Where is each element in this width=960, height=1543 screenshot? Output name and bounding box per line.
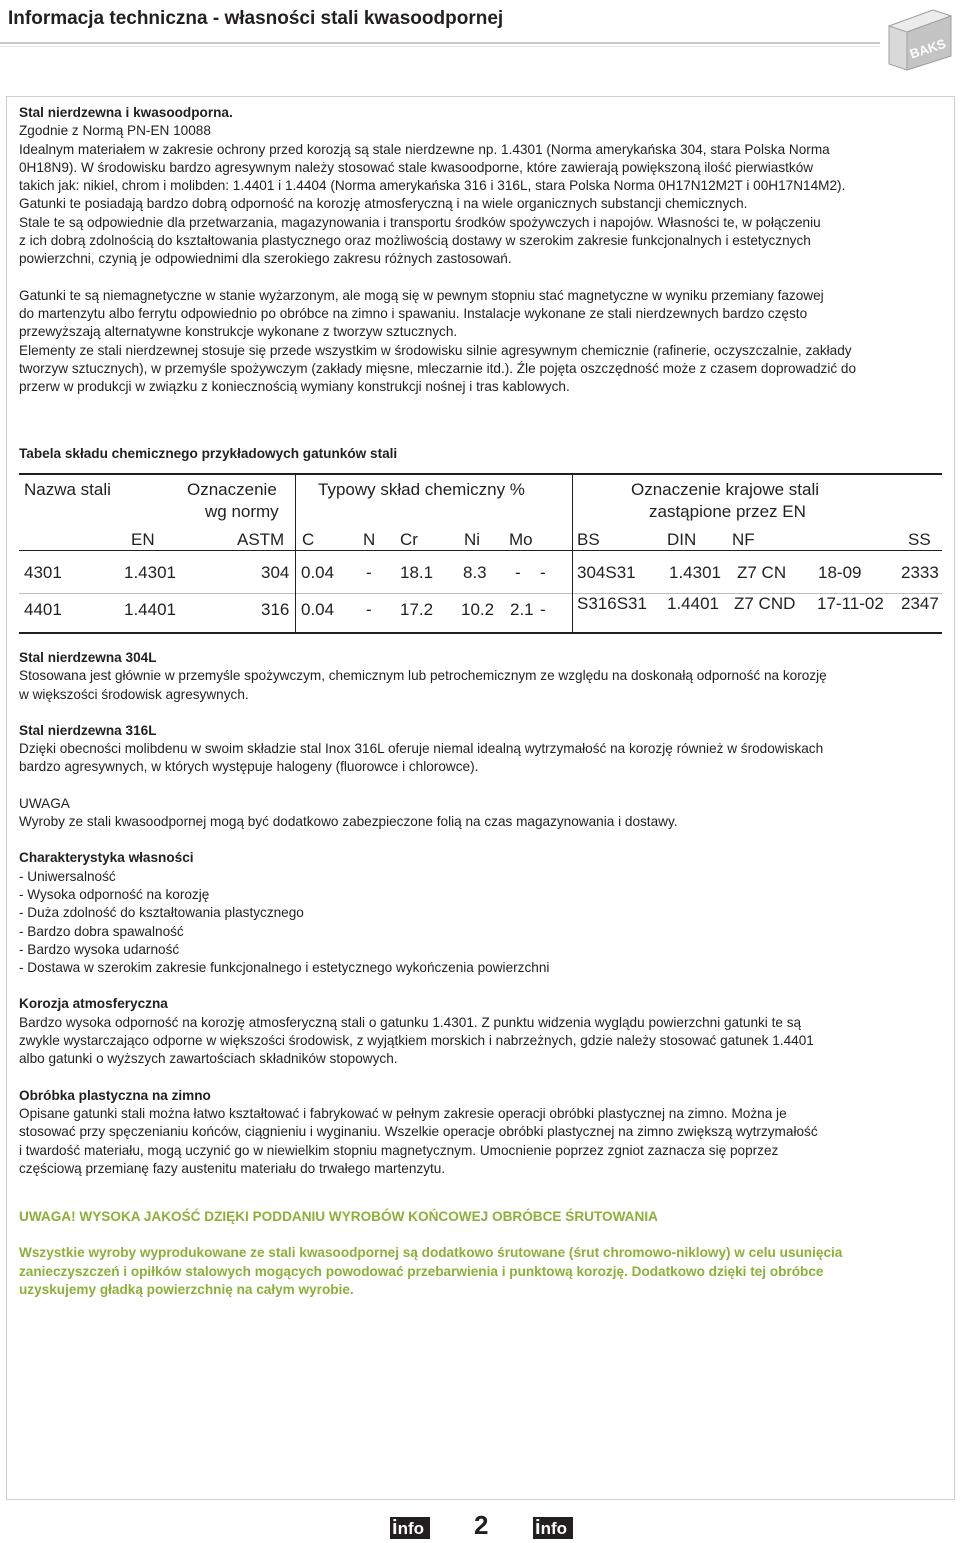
cell-bs: S316S31 [577,594,647,613]
table-title: Tabela składu chemicznego przykładowych gatunków stali [19,446,398,461]
cell-en: 1.4301 [124,563,176,582]
intro-line: Gatunki te są niemagnetyczne w stanie wyżarzonym, ale mogą się w pewnym stopniu stać magnetyczne w wyniku przemiany fazowej [19,287,824,303]
cell-ss: 2347 [901,594,939,613]
cell-nf: Z7 CN [737,563,787,582]
uwaga-heading: UWAGA [19,795,70,811]
cell-astm: 304 [261,563,290,582]
th-c: C [302,530,315,549]
section-line: albo gatunki o wyższych zawartościach składników stopowych. [19,1051,398,1067]
th-cr: Cr [400,530,418,549]
section-line: częściową przemianę fazy austenitu materiału do trwałego martenzytu. [19,1160,446,1176]
info-badge-icon: info [390,1517,430,1539]
section-line: zwykle wystarczająco odporne w większości środowisk, z wyjątkiem morskich i nabrzeżnych, gdzie należy stosować gatunek 1.4401 [19,1033,814,1049]
list-item: - Wysoka odporność na korozję [19,886,210,902]
intro-line: 0H18N9). W środowisku bardzo agresywnym należy stosować stale kwasoodporne, które zawierają powiększoną ilość pierwiastków [19,159,814,175]
table-header-rule [19,550,942,551]
cell-en: 1.4401 [124,600,176,619]
th-krajowe: Oznaczenie krajowe stali [631,480,820,499]
intro-line: z ich dobrą zdolnością do kształtowania plastycznego oraz możliwością dostawy w szerokim zakresie funkcjonalnych i estetycznych [19,233,811,249]
section-line: stosować przy spęczenianiu końców, ciągnieniu i wyginaniu. Wszelkie operacje obróbki plastycznej na zimno zwiększą wytrzymałość [19,1124,818,1140]
logo-text: BAKS [907,35,948,62]
intro-line: Gatunki te posiadają bardzo dobrą odporność na korozję atmosferyczną i na wiele organicznych substancji chemicznych. [19,196,748,212]
cell-ni: 10.2 [461,600,495,619]
section-line: Dzięki obecności molibdenu w swoim składzie stal Inox 316L oferuje niemal idealną wytrzymałość na korozję również w środowiskach [19,741,824,757]
intro-section [19,104,954,396]
intro-line: takich jak: nikiel, chrom i molibden: 1.4401 i 1.4404 (Norma amerykańska 316 i 316L, stara Polska Norma 0H17N12M2T i 00H17N14M2). [19,178,846,194]
page-number: 2 [474,1510,489,1540]
table-row-rule [19,593,942,594]
header-divider [0,42,880,44]
cell-mo: 2.1 [510,600,534,619]
cell-bs: 304S31 [577,563,636,582]
cell-astm: 316 [261,600,290,619]
cell-cr: 18.1 [400,563,434,582]
cell-din: 1.4301 [669,563,721,582]
baks-logo-icon [885,6,955,72]
list-item: - Bardzo wysoka udarność [19,941,180,957]
th-ss: SS [908,530,931,549]
cell-ss: 2333 [901,563,939,582]
th-n: N [363,530,376,549]
intro-line: Zgodnie z Normą PN-EN 10088 [19,123,211,139]
section-line: Stosowana jest głównie w przemyśle spożywczym, chemicznym lub petrochemicznym ze względu na doskonałą odporność na korozję [19,668,827,684]
cell-ni: 8.3 [463,563,487,582]
th-oznaczenie-2: wg normy [205,502,279,521]
section-line: bardzo agresywnych, w których występuje halogeny (fluorowce i chlorowce). [19,759,479,775]
intro-line: przerw w produkcji w związku z koniecznością wymiany konstrukcji nośnej i tras kablowych. [19,379,570,395]
list-item: - Duża zdolność do kształtowania plastycznego [19,905,304,921]
section-heading: Korozja atmosferyczna [19,996,168,1012]
list-item: - Dostawa w szerokim zakresie funkcjonalnego i estetycznego wykończenia powierzchni [19,960,550,976]
intro-line: powierzchni, czynią je odpowiednimi dla szerokiego zakresu różnych zastosowań. [19,251,512,267]
cell-cr: 17.2 [400,600,434,619]
section-line: Bardzo wysoka odporność na korozję atmosferyczną stali o gatunku 1.4301. Z punktu widzenia wyglądu powierzchni gatunki te są [19,1014,802,1030]
th-nf: NF [732,530,755,549]
section-heading: Charakterystyka własności [19,850,194,866]
section-line: Opisane gatunki stali można łatwo kształtować i fabrykować w pełnym zakresie operacji obróbki plastycznej na zimno. Można je [19,1105,787,1121]
th-mo: Mo [509,530,533,549]
th-krajowe-2: zastąpione przez EN [649,502,806,521]
cell-n: - [366,563,372,582]
info-badge-icon: info [533,1517,573,1539]
th-ni: Ni [464,530,481,549]
th-oznaczenie: Oznaczenie [187,480,277,499]
list-item: - Bardzo dobra spawalność [19,923,184,939]
cell-mo: - [515,563,521,582]
section-line: Wyroby ze stali kwasoodpornej mogą być dodatkowo zabezpieczone folią na czas magazynowania i dostawy. [19,814,678,830]
table-column-rule [295,475,296,632]
page-title: Informacja techniczna - własności stali kwasoodpornej [8,8,504,29]
intro-line: tworzyw sztucznych), w przemyśle spożywczym (zakłady mięsne, mleczarnie itd.). Źle pojęta oszczędność może z czasem doprowadzić do [19,360,857,376]
th-astm: ASTM [237,530,285,549]
intro-line: do martenzytu albo ferrytu odpowiednio po obróbce na zimno i spawaniu. Instalacje wykonane ze stali nierdzewnych bardzo często [19,305,808,321]
cell-din: 1.4401 [667,594,719,613]
intro-line: Elementy ze stali nierdzewnej stosuje się przede wszystkim w środowisku silnie agresywnym chemicznie (rafinerie, oczyszczalnie, zakłady [19,342,852,358]
cell-name: 4301 [24,563,62,582]
section-heading: Stal nierdzewna 316L [19,722,157,738]
th-sklad: Typowy skład chemiczny % [318,480,525,499]
shot-blasting-line: zanieczyszczeń i opiłków stalowych mogących powodować przebarwienia i punktową korozję. Dodatkowo dzięki tej obróbce [19,1263,824,1279]
details-section [19,649,954,1299]
composition-table [19,473,942,634]
th-bs: BS [577,530,600,549]
list-item: - Uniwersalność [19,868,116,884]
cell-nf-grade: 18-09 [818,563,862,582]
cell-name: 4401 [24,600,62,619]
cell-mo-extra: - [540,600,546,619]
shot-blasting-line: Wszystkie wyroby wyprodukowane ze stali kwasoodpornej są dodatkowo śrutowane (śrut chromowo-niklowy) w celu usunięcia [19,1245,843,1261]
th-en: EN [131,530,155,549]
section-line: w większości środowisk agresywnych. [19,686,249,702]
shot-blasting-line: uzyskujemy gładką powierzchnię na całym wyrobie. [19,1282,354,1298]
shot-blasting-heading: UWAGA! WYSOKA JAKOŚĆ DZIĘKI PODDANIU WYROBÓW KOŃCOWEJ OBRÓBCE ŚRUTOWANIA [19,1209,658,1225]
cell-c: 0.04 [301,600,335,619]
intro-line: Idealnym materiałem w zakresie ochrony przed korozją są stale nierdzewne np. 1.4301 (Norma amerykańska 304, stara Polska Norma [19,141,830,157]
cell-n: - [366,600,372,619]
section-heading: Stal nierdzewna 304L [19,650,157,665]
th-din: DIN [667,530,697,549]
cell-mo-extra: - [540,563,546,582]
cell-c: 0.04 [301,563,335,582]
section-line: i twardość materiału, mogą uczynić go w niewielkim stopniu magnetycznym. Umocnienie poprzez zgniot zaznacza się poprzez [19,1142,779,1158]
intro-line: przewyższają alternatywne konstrukcje wykonane z tworzyw sztucznych. [19,324,458,340]
header-divider-secondary [0,46,880,47]
table-column-rule [572,475,573,632]
intro-line: Stale te są odpowiednie dla przetwarzania, magazynowania i transportu środków spożywczych i napojów. Własności te, w połączeniu [19,214,821,230]
section-heading: Obróbka plastyczna na zimno [19,1087,211,1103]
cell-nf-grade: 17-11-02 [817,594,884,613]
cell-nf: Z7 CND [734,594,796,613]
intro-heading: Stal nierdzewna i kwasoodporna. [19,105,233,120]
th-nazwa: Nazwa stali [24,480,111,499]
